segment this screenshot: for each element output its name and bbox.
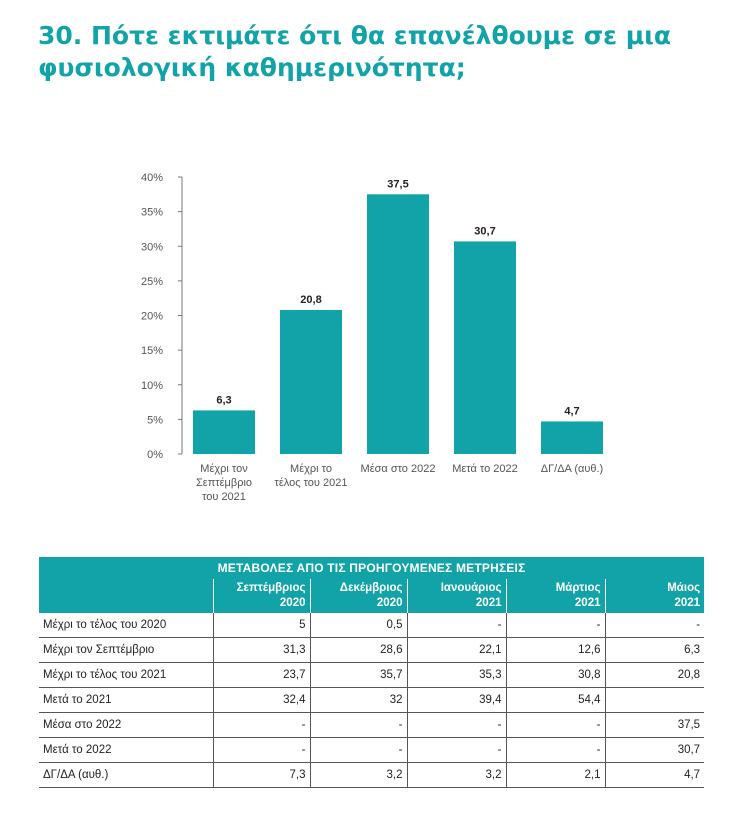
bar-value-label: 6,3 (216, 394, 232, 407)
y-axis (141, 172, 182, 461)
y-tick-label: 5% (147, 414, 163, 427)
bar (454, 241, 516, 454)
changes-table (39, 557, 704, 788)
bar (280, 310, 342, 454)
table-cell: 20,8 (605, 663, 704, 688)
table-cell: 7,3 (213, 763, 310, 788)
bars (193, 194, 603, 454)
table-cell: 31,3 (213, 638, 310, 663)
table-cell: 28,6 (310, 638, 407, 663)
table-header-empty (39, 579, 213, 613)
table-row (39, 638, 704, 663)
table-row-label: Μετά το 2022 (39, 738, 213, 763)
table-cell: 6,3 (605, 638, 704, 663)
category-labels (196, 463, 603, 503)
table-row-label: Μέχρι το τέλος του 2020 (39, 613, 213, 638)
table-body (39, 613, 704, 788)
table-cell: 12,6 (506, 638, 605, 663)
table-row-label: Μέσα στο 2022 (39, 713, 213, 738)
y-tick-label: 10% (140, 379, 163, 392)
table-cell: - (213, 738, 310, 763)
y-tick-label: 35% (140, 206, 163, 219)
category-label: Μέχρι τον (200, 463, 248, 475)
category-label: τέλος του 2021 (274, 477, 348, 489)
table-cell: - (407, 613, 506, 638)
table-cell: 37,5 (605, 713, 704, 738)
table-cell: - (506, 613, 605, 638)
table-cell: 22,1 (407, 638, 506, 663)
table-cell: - (506, 738, 605, 763)
table-cell: 54,4 (506, 688, 605, 713)
table-cell: 3,2 (310, 763, 407, 788)
table-cell: 30,7 (605, 738, 704, 763)
bar-value-label: 30,7 (474, 225, 496, 238)
table-header-row (39, 579, 704, 613)
table-cell: 30,8 (506, 663, 605, 688)
table-row-label: Μέχρι το τέλος του 2021 (39, 663, 213, 688)
bar (367, 194, 429, 454)
category-label: ΔΓ/ΔΑ (αυθ.) (540, 463, 604, 475)
table-cell: 35,7 (310, 663, 407, 688)
bar-value-label: 37,5 (387, 178, 409, 191)
table-cell: 3,2 (407, 763, 506, 788)
bar-value-label: 20,8 (300, 293, 322, 306)
table-column-header: Δεκέμβριος 2020 (310, 579, 407, 613)
category-label: Μετά το 2022 (452, 463, 518, 475)
table-cell: 39,4 (407, 688, 506, 713)
table-cell: 32,4 (213, 688, 310, 713)
page-title: 30. Πότε εκτιμάτε ότι θα επανέλθουμε σε μια φυσιολογική καθημερινότητα; (38, 21, 672, 82)
table-cell: 4,7 (605, 763, 704, 788)
y-tick-label: 30% (140, 241, 163, 254)
table-row (39, 713, 704, 738)
table-cell: - (213, 713, 310, 738)
table-cell: - (310, 713, 407, 738)
table-cell: 23,7 (213, 663, 310, 688)
table-row-label: Μετά το 2021 (39, 688, 213, 713)
table-row (39, 688, 704, 713)
table-row (39, 763, 704, 788)
bar-value-label: 4,7 (564, 405, 580, 418)
table-row (39, 663, 704, 688)
category-label: του 2021 (202, 491, 246, 503)
table-row-label: Μέχρι τον Σεπτέμβριο (39, 638, 213, 663)
table-cell: 2,1 (506, 763, 605, 788)
table-cell: - (605, 613, 704, 638)
table-cell (605, 688, 704, 713)
table-cell: 32 (310, 688, 407, 713)
table-row (39, 738, 704, 763)
y-tick-label: 20% (140, 310, 163, 323)
y-tick-label: 25% (140, 275, 163, 288)
table-column-header: Ιανουάριος 2021 (407, 579, 506, 613)
table-row (39, 613, 704, 638)
bar (541, 421, 603, 454)
table-banner: ΜΕΤΑΒΟΛΕΣ ΑΠΟ ΤΙΣ ΠΡΟΗΓΟΥΜΕΝΕΣ ΜΕΤΡΗΣΕΙΣ (39, 557, 704, 579)
table-cell: 35,3 (407, 663, 506, 688)
y-tick-label: 0% (147, 449, 163, 461)
table-column-header: Μάρτιος 2021 (506, 579, 605, 613)
table-cell: - (506, 713, 605, 738)
category-label: Σεπτέμβριο (195, 477, 253, 489)
table-column-header: Μάιος 2021 (605, 579, 704, 613)
y-tick-label: 40% (140, 172, 163, 184)
bar-chart (0, 160, 734, 520)
table-column-header: Σεπτέμβριος 2020 (213, 579, 310, 613)
bar (193, 410, 255, 454)
table-cell: - (407, 738, 506, 763)
table-cell: 0,5 (310, 613, 407, 638)
table-row-label: ΔΓ/ΔΑ (αυθ.) (39, 763, 213, 788)
table-cell: - (310, 738, 407, 763)
y-tick-label: 15% (140, 345, 163, 358)
table-cell: - (407, 713, 506, 738)
category-label: Μέχρι το (290, 463, 332, 475)
category-label: Μέσα στο 2022 (360, 463, 436, 475)
table-cell: 5 (213, 613, 310, 638)
